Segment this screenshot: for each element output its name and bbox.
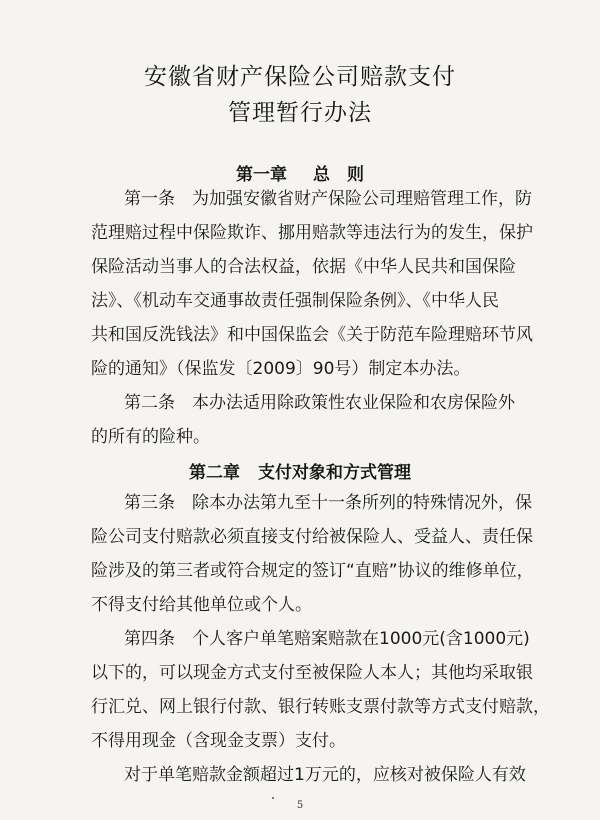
page-number: 5 bbox=[296, 800, 304, 811]
document-title-line-1: 安徽省财产保险公司赔款支付 bbox=[144, 64, 456, 90]
article-1-line-4: 法》、《机动车交通事故责任强制保险条例》、《中华人民 bbox=[91, 291, 499, 311]
article-2-line-1: 第二条 本办法适用除政策性农业保险和农房保险外 bbox=[124, 393, 515, 413]
scan-speck bbox=[272, 797, 274, 799]
article-4-line-2: 以下的，可以现金方式支付至被保险人本人；其他均采取银 bbox=[91, 663, 533, 683]
document-title-line-2: 管理暂行办法 bbox=[228, 100, 372, 126]
article-1-line-6: 险的通知》（保监发〔2009〕90号）制定本办法。 bbox=[91, 359, 471, 379]
article-3-line-1: 第三条 除本办法第九至十一条所列的特殊情况外，保 bbox=[124, 493, 532, 513]
article-3-line-2: 险公司支付赔款必须直接支付给被保险人、受益人、责任保 bbox=[91, 527, 533, 547]
article-3-line-4: 不得支付给其他单位或个人。 bbox=[91, 595, 312, 615]
article-4-line-4: 不得用现金（含现金支票）支付。 bbox=[91, 731, 346, 751]
chapter-2-title: 支付对象和方式管理 bbox=[258, 463, 411, 483]
article-1-line-5: 共和国反洗钱法》和中国保监会《关于防范车险理赔环节风 bbox=[91, 325, 533, 345]
chapter-1-number: 第一章 bbox=[236, 165, 287, 185]
chapter-2-heading bbox=[0, 458, 600, 483]
article-1-line-2: 范理赔过程中保险欺诈、挪用赔款等违法行为的发生，保护 bbox=[91, 223, 533, 243]
article-1-line-1: 第一条 为加强安徽省财产保险公司理赔管理工作，防 bbox=[124, 189, 532, 209]
chapter-1-heading bbox=[0, 160, 600, 185]
paragraph-line-1: 对于单笔赔款金额超过1万元的，应核对被保险人有效 bbox=[124, 765, 526, 785]
article-4-line-3: 行汇兑、网上银行付款、银行转账支票付款等方式支付赔款， bbox=[91, 697, 550, 717]
article-3-line-3: 险涉及的第三者或符合规定的签订“直赔”协议的维修单位， bbox=[91, 561, 534, 581]
article-4-line-1: 第四条 个人客户单笔赔案赔款在1000元(含1000元) bbox=[124, 629, 530, 649]
article-2-line-2: 的所有的险种。 bbox=[91, 427, 210, 447]
chapter-2-number: 第二章 bbox=[189, 463, 240, 483]
article-1-line-3: 保险活动当事人的合法权益，依据《中华人民共和国保险 bbox=[91, 257, 516, 277]
chapter-1-title: 总 则 bbox=[313, 165, 364, 185]
